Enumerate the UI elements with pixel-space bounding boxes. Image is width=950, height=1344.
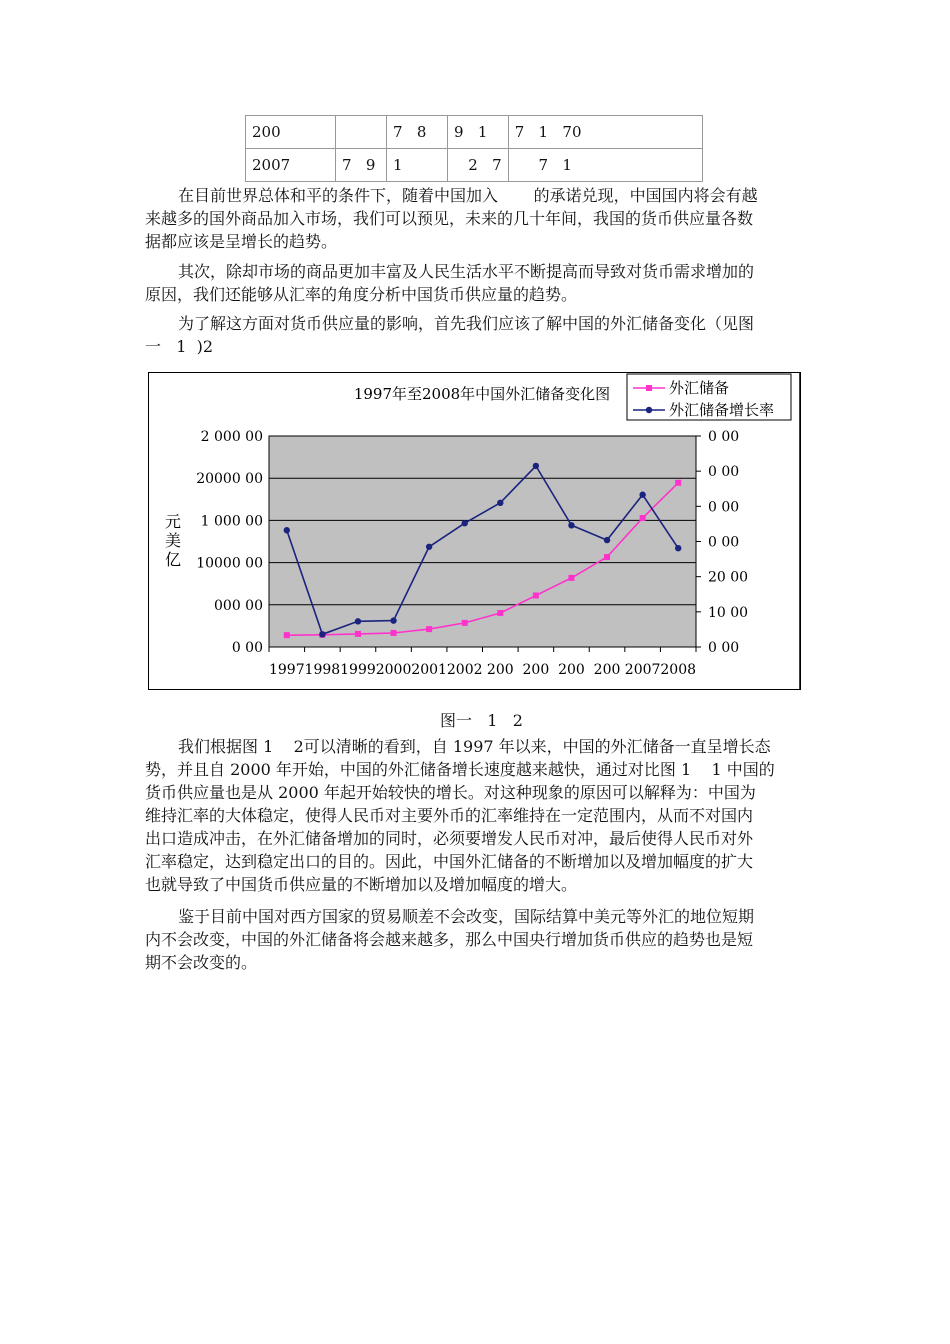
- x-tick-label: 2001: [411, 662, 447, 678]
- x-tick-label: 200: [558, 662, 585, 678]
- y-tick-label-right: 10 00: [708, 604, 749, 621]
- paragraph-line: 内不会改变，中国的外汇储备将会越来越多，那么中国央行增加货币供应的趋势也是短: [145, 930, 754, 949]
- x-tick-label: 2002: [446, 662, 483, 678]
- table-cell: 7 9: [336, 149, 387, 182]
- series-2-point: [568, 522, 574, 528]
- series-2-point: [462, 520, 468, 526]
- data-table: [245, 115, 703, 182]
- series-2-point: [390, 617, 396, 623]
- series-1-point: [568, 575, 574, 581]
- y-tick-label-right: 20 00: [708, 569, 749, 586]
- paragraph-line: 也就导致了中国货币供应量的不断增加以及增加幅度的增大。: [145, 875, 578, 894]
- paragraph-line: 据都应该是呈增长的趋势。: [145, 232, 338, 251]
- x-tick-label: 200: [486, 662, 514, 678]
- paragraph-line: 出口造成冲击，在外汇储备增加的同时，必须要增发人民币对冲，最后使得人民币对外: [145, 829, 754, 848]
- paragraph-3: [145, 312, 810, 358]
- x-tick-label: 1997: [268, 662, 305, 678]
- y-tick-label-left: 20000 00: [196, 471, 263, 488]
- y-tick-label-left: 0 00: [231, 640, 263, 656]
- forex-reserve-chart: [148, 372, 801, 690]
- series-1-point: [426, 626, 432, 632]
- table-row: [246, 149, 703, 182]
- table-cell: 2007: [246, 149, 336, 182]
- series-2-point: [355, 618, 361, 624]
- y-axis-label-char: 亿: [164, 550, 182, 569]
- series-2-point: [284, 527, 290, 533]
- paragraph-1: [145, 184, 810, 253]
- paragraph-2: [145, 260, 810, 306]
- figure-caption: 图一 1 2: [440, 711, 523, 730]
- series-1-point: [604, 554, 610, 560]
- x-tick-label: 200: [522, 662, 550, 678]
- paragraph-line: 我们根据图 1 2可以清晰的看到，自 1997 年以来，中国的外汇储备一直呈增长态: [178, 737, 771, 756]
- x-tick-label: 2008: [660, 662, 697, 678]
- y-tick-label-right: 0 00: [708, 429, 740, 445]
- series-2-point: [319, 631, 325, 637]
- x-tick-label: 2000: [375, 662, 412, 678]
- paragraph-line: 维持汇率的大体稳定，使得人民币对主要外币的汇率维持在一定范围内，从而不对国内: [145, 806, 754, 825]
- y-tick-label-left: 000 00: [214, 597, 263, 614]
- series-1-point: [462, 620, 468, 626]
- plot-area: [269, 436, 696, 647]
- table-row: [246, 116, 703, 149]
- series-2-point: [604, 537, 610, 543]
- series-2-point: [675, 545, 681, 551]
- series-1-point: [497, 610, 503, 616]
- series-1-point: [284, 632, 290, 638]
- paragraph-line: 势，并且自 2000 年开始，中国的外汇储备增长速度越来越快，通过对比图 1 1 中国的: [145, 760, 775, 779]
- y-tick-label-right: 0 00: [708, 534, 740, 551]
- legend-marker: [646, 407, 652, 413]
- series-1-point: [675, 480, 681, 486]
- paragraph-line: 一 1 )2: [145, 337, 214, 356]
- paragraph-line: 来越多的国外商品加入市场，我们可以预见，未来的几十年间，我国的货币供应量各数: [145, 209, 754, 228]
- series-2-point: [497, 500, 503, 506]
- y-tick-label-right: 0 00: [708, 464, 740, 481]
- series-1-point: [640, 515, 646, 521]
- table-cell: 2 7: [448, 149, 509, 182]
- paragraph-line: 鉴于目前中国对西方国家的贸易顺差不会改变，国际结算中美元等外汇的地位短期: [178, 907, 755, 926]
- paragraph-4: [145, 735, 810, 896]
- y-tick-label-left: 2 000 00: [200, 429, 263, 445]
- paragraph-line: 在目前世界总体和平的条件下，随着中国加入 的承诺兑现，中国国内将会有越: [178, 186, 758, 205]
- x-tick-label: 200: [593, 662, 621, 678]
- x-tick-label: 2007: [624, 662, 661, 678]
- table-cell: [336, 116, 387, 149]
- series-2-point: [639, 492, 645, 498]
- y-axis-label-char: 美: [164, 531, 182, 550]
- y-tick-label-left: 10000 00: [196, 555, 263, 572]
- legend-marker: [646, 385, 652, 391]
- table-cell: 7 8: [387, 116, 448, 149]
- chart-title: 1997年至2008年中国外汇储备变化图: [353, 385, 611, 403]
- legend-label: 外汇储备: [669, 379, 730, 397]
- table-cell: 1: [387, 149, 448, 182]
- chart-canvas: [149, 373, 800, 689]
- y-tick-label-left: 1 000 00: [200, 513, 263, 530]
- paragraph-line: 为了解这方面对货币供应量的影响，首先我们应该了解中国的外汇储备变化（见图: [178, 314, 755, 333]
- paragraph-5: [145, 905, 810, 974]
- y-axis-label-char: 元: [164, 512, 182, 531]
- table-cell: 7 1: [508, 149, 702, 182]
- series-1-point: [391, 630, 397, 636]
- series-2-point: [533, 463, 539, 469]
- series-1-point: [355, 631, 361, 637]
- series-1-point: [533, 593, 539, 599]
- legend-label: 外汇储备增长率: [669, 401, 775, 419]
- paragraph-line: 原因，我们还能够从汇率的角度分析中国货币供应量的趋势。: [145, 285, 578, 304]
- table-cell: 200: [246, 116, 336, 149]
- table-cell: 9 1: [448, 116, 509, 149]
- x-tick-label: 1998: [304, 662, 341, 678]
- paragraph-line: 其次，除却市场的商品更加丰富及人民生活水平不断提高而导致对货币需求增加的: [178, 262, 755, 281]
- y-tick-label-right: 0 00: [708, 640, 740, 656]
- y-tick-label-right: 0 00: [708, 499, 740, 516]
- paragraph-line: 期不会改变的。: [145, 953, 258, 972]
- paragraph-line: 汇率稳定，达到稳定出口的目的。因此，中国外汇储备的不断增加以及增加幅度的扩大: [145, 852, 754, 871]
- x-tick-label: 1999: [340, 662, 376, 678]
- series-2-point: [426, 544, 432, 550]
- table-cell: 7 1 70: [508, 116, 702, 149]
- paragraph-line: 货币供应量也是从 2000 年起开始较快的增长。对这种现象的原因可以解释为：中国为: [145, 783, 756, 802]
